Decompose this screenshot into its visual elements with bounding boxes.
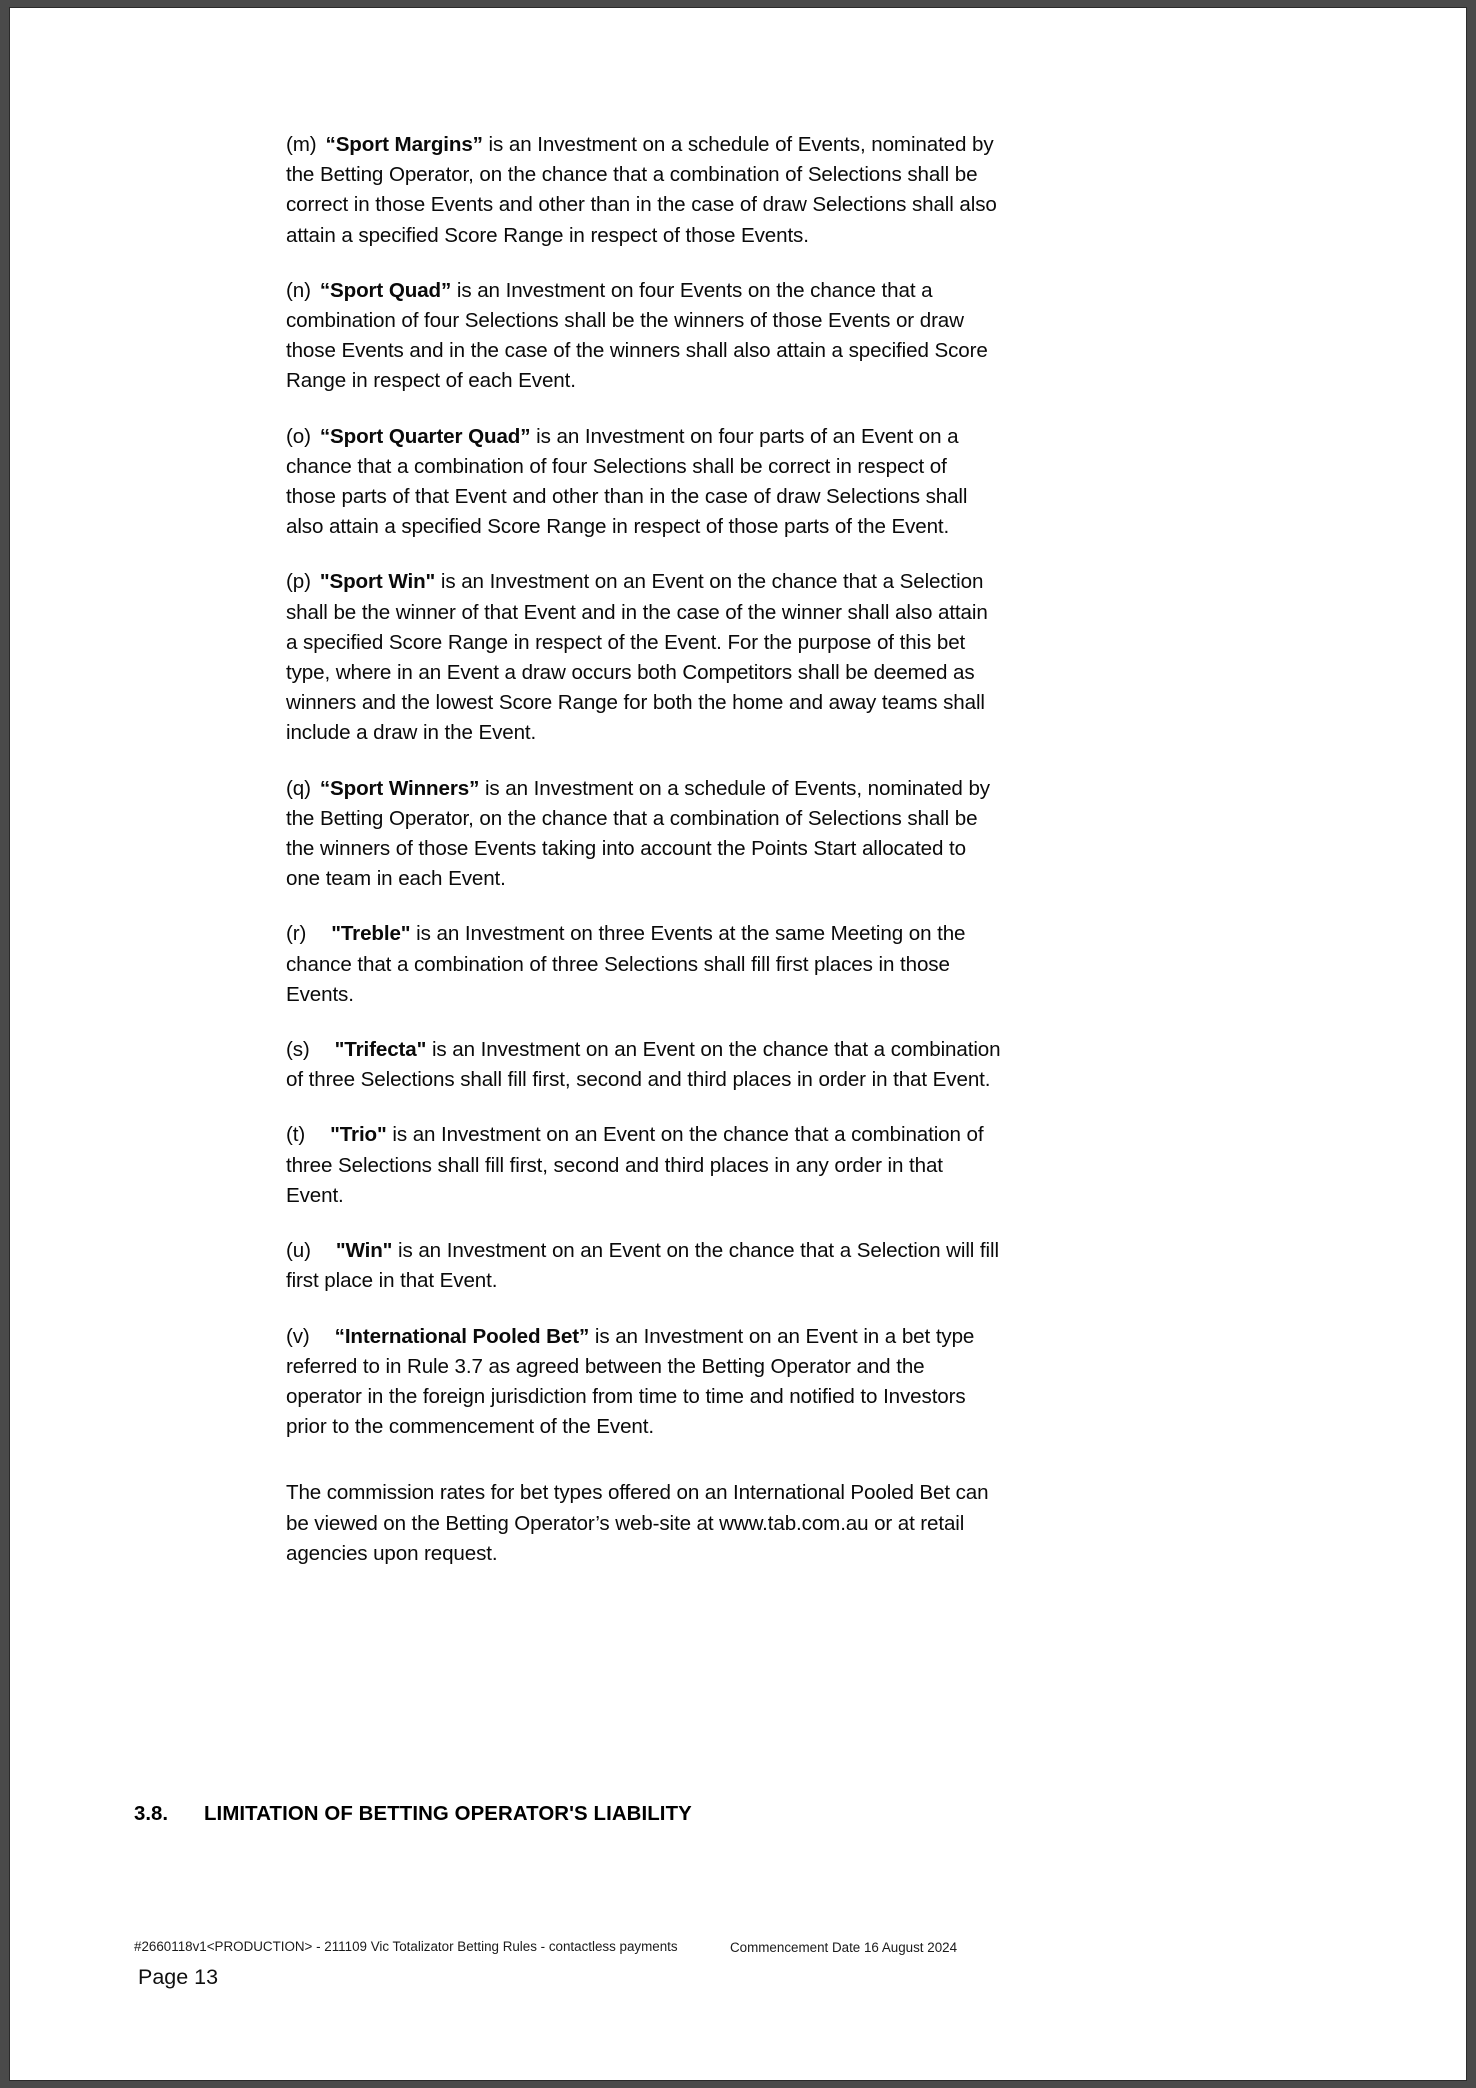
clause-body-text: is an Investment on an Event on the chance that a Selection shall be the winner of that Event and in the case of the winner shall also attain a specified Score Range in respect of the Event. For the purpose of this bet type, where in an Event a draw occurs both Competitors shall be deemed as winners and the lowest Score Range for both the home and away teams shall include a draw in the Event. xyxy=(286,570,988,745)
clause-paragraph xyxy=(286,919,1002,1010)
clause-paragraph xyxy=(286,276,1002,397)
scan-border-top xyxy=(0,0,1476,8)
clause-paragraph xyxy=(286,1322,1002,1443)
clause-defined-term: “Sport Winners” xyxy=(319,776,480,800)
clause-marker: (m) xyxy=(286,133,317,156)
footer-document-reference: #2660118v1<PRODUCTION> - 211109 Vic Totalizator Betting Rules - contactless payments xyxy=(134,1939,678,1954)
footer-commencement-date: Commencement Date 16 August 2024 xyxy=(730,1940,958,1955)
clause-marker: (q) xyxy=(286,776,311,800)
clause-body-text: is an Investment on an Event on the chance that a Selection will fill first place in that Event. xyxy=(286,1239,999,1293)
scan-border-bottom xyxy=(0,2080,1476,2088)
section-title: LIMITATION OF BETTING OPERATOR'S LIABILITY xyxy=(204,1803,692,1825)
scan-border-left xyxy=(0,0,10,2088)
clause-defined-term: “Sport Margins” xyxy=(325,133,483,156)
page-number-label: Page 13 xyxy=(138,1965,219,1989)
clause-paragraph xyxy=(286,1236,1002,1296)
clause-defined-term: "Treble" xyxy=(331,922,411,946)
clause-paragraph xyxy=(286,1120,1002,1211)
clause-body-text: is an Investment on an Event on the chance that a combination of three Selections shall fill first, second and third places in order in that Event. xyxy=(286,1038,1001,1092)
clause-body-text: is an Investment on four Events on the chance that a combination of four Selections shall be the winners of those Events or draw those Events and in the case of the winners shall also attain a specified Score Range in respect of each Event. xyxy=(286,278,988,393)
clause-marker: (n) xyxy=(286,278,311,302)
page-footer xyxy=(134,1938,1134,1989)
section-heading xyxy=(134,1801,1034,1827)
clause-defined-term: "Trio" xyxy=(330,1123,387,1147)
footer-top-line xyxy=(134,1938,1134,1964)
section-number: 3.8. xyxy=(134,1803,169,1825)
clause-marker: (s) xyxy=(286,1038,310,1062)
closing-paragraph: The commission rates for bet types offered on an International Pooled Bet can be viewed on the Betting Operator’s web-site at www.tab.com.au or at retail agencies upon request. xyxy=(286,1481,989,1565)
clause-marker: (v) xyxy=(286,1324,310,1348)
clause-body-text: is an Investment on a schedule of Events, nominated by the Betting Operator, on the chance that a combination of Selections shall be the winners of those Events taking into account the Points Start allocated to one team in each Event. xyxy=(286,776,990,891)
clause-body-text: is an Investment on a schedule of Events, nominated by the Betting Operator, on the chance that a combination of Selections shall be correct in those Events and other than in the case of draw Selections shall also attain a specified Score Range in respect of those Events. xyxy=(286,133,997,247)
clause-paragraph xyxy=(286,130,1002,251)
clause-marker: (o) xyxy=(286,424,311,448)
clause-defined-term: “Sport Quad” xyxy=(319,278,452,302)
clause-defined-term: "Win" xyxy=(335,1239,393,1263)
clause-marker: (p) xyxy=(286,570,311,594)
clause-defined-term: "Trifecta" xyxy=(334,1038,427,1062)
clause-paragraph xyxy=(286,422,1002,543)
clause-defined-term: "Sport Win" xyxy=(319,570,436,594)
clause-body-text: is an Investment on four parts of an Event on a chance that a combination of four Selections shall be correct in respect of those parts of that Event and other than in the case of draw Selections shall also attain a specified Score Range in respect of those parts of the Event. xyxy=(286,424,968,539)
page-sheet xyxy=(10,8,1466,2080)
clause-paragraph xyxy=(286,774,1002,895)
clause-body-text: is an Investment on three Events at the same Meeting on the chance that a combination of three Selections shall fill first places in those Events. xyxy=(286,922,966,1006)
clause-marker: (r) xyxy=(286,922,307,946)
clause-defined-term: “Sport Quarter Quad” xyxy=(319,424,531,448)
clause-paragraph xyxy=(286,567,1002,748)
clause-body-text: is an Investment on an Event on the chance that a combination of three Selections shall fill first, second and third places in any order in that Event. xyxy=(286,1123,984,1207)
scan-border-right xyxy=(1466,0,1476,2088)
clause-list xyxy=(286,130,1002,1569)
clause-marker: (u) xyxy=(286,1239,311,1263)
clause-paragraph xyxy=(286,1035,1002,1095)
clause-marker: (t) xyxy=(286,1123,306,1147)
clause-defined-term: “International Pooled Bet” xyxy=(334,1324,590,1348)
clause-body-text: is an Investment on an Event in a bet type referred to in Rule 3.7 as agreed between the Betting Operator and the operator in the foreign jurisdiction from time to time and notified to Investors prior to the commencement of the Event. xyxy=(286,1324,975,1439)
